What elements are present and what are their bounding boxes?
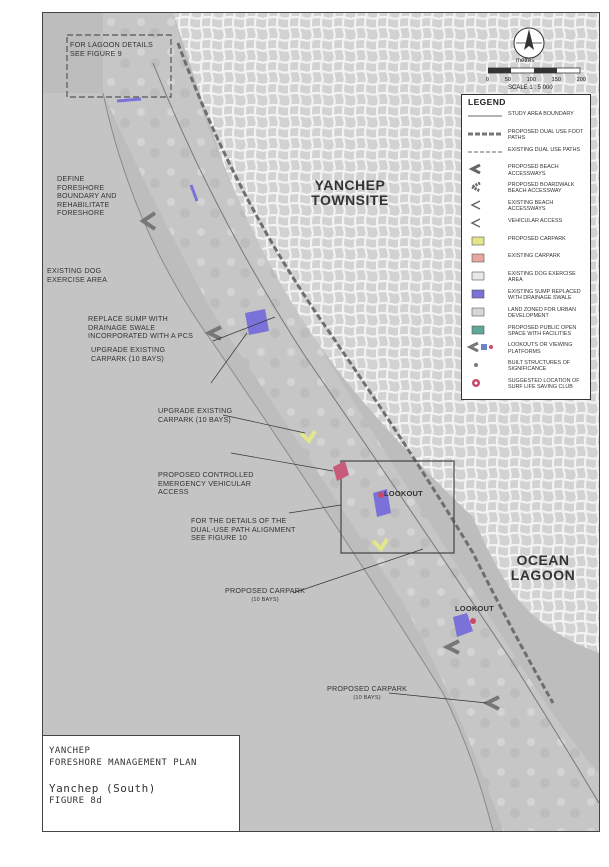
place-label-yanchep-line1: YANCHEP (314, 177, 386, 193)
legend-symbol-star-icon (466, 378, 506, 388)
annotation-line: EXERCISE AREA (47, 274, 108, 284)
scale-tick: 0 (486, 77, 490, 83)
annotation-line: REPLACE SUMP WITH (88, 314, 168, 323)
annotation-upgrade-carpark-2 (158, 407, 232, 424)
legend-symbol-arrow-hatch-icon (466, 182, 506, 192)
legend-item-label: EXISTING BEACH ACCESSWAYS (508, 200, 554, 213)
legend-item-label: LOOKOUTS OR VIEWING PLATFORMS (508, 342, 573, 355)
legend-title: LEGEND (468, 97, 506, 107)
legend-item-label: PROPOSED BEACH ACCESSWAYS (508, 164, 559, 177)
annotation-line: PROPOSED CONTROLLED (158, 470, 254, 479)
place-label-ocean-line1: OCEAN (516, 552, 570, 568)
scale-ratio: SCALE 1 : 5 000 (508, 85, 553, 91)
annotation-line: (10 BAYS) (353, 694, 381, 701)
annotation-line: UPGRADE EXISTING (158, 406, 233, 415)
scale-bar-graphic (488, 67, 584, 75)
annotation-line: PROPOSED CARPARK (225, 586, 306, 595)
annotation-line: ACCESS (158, 487, 189, 496)
legend-symbol-box-icon (466, 289, 506, 299)
legend-symbol-dot-icon (466, 360, 506, 370)
scale-bar (486, 58, 586, 98)
scale-unit: metres (516, 58, 535, 64)
annotation-line: DUAL-USE PATH ALIGNMENT (191, 524, 296, 534)
annotation-line: REHABILITATE (57, 199, 110, 209)
legend-item-label: LAND ZONED FOR URBAN DEVELOPMENT (508, 306, 576, 319)
title-line-1: YANCHEP (49, 746, 91, 756)
scale-tick: 150 (551, 77, 561, 83)
legend-item-label: EXISTING SUMP REPLACED WITH DRAINAGE SWALE (508, 289, 581, 302)
annotation-lagoon-details (70, 41, 153, 58)
title-block (42, 735, 240, 832)
legend-symbol-box-icon (466, 236, 506, 246)
legend-panel (461, 94, 591, 400)
place-label-ocean-line2: LAGOON (510, 567, 576, 583)
annotation-line: EMERGENCY VEHICULAR (158, 478, 252, 488)
annotation-upgrade-carpark-1 (91, 346, 165, 363)
legend-item-label: PROPOSED PUBLIC OPEN SPACE WITH FACILITIES (508, 324, 577, 337)
legend-item-label: EXISTING DOG EXERCISE AREA (508, 271, 576, 284)
legend-symbol-lookout-icon (466, 342, 506, 352)
legend-symbol-arrow-open-icon (466, 200, 506, 210)
annotation-line: PROPOSED CARPARK (327, 684, 408, 693)
legend-item-label: STUDY AREA BOUNDARY (508, 111, 574, 117)
legend-symbol-line-icon (466, 111, 506, 121)
legend-item-label: EXISTING CARPARK (508, 253, 561, 260)
legend-symbol-arrow-open-icon (466, 218, 506, 228)
annotation-line: FORESHORE (57, 208, 105, 217)
place-label-yanchep-line2: TOWNSITE (311, 192, 389, 208)
annotation-line: EXISTING DOG (47, 266, 102, 275)
legend-symbol-dash-thick-icon (466, 129, 506, 139)
legend-symbol-box-icon (466, 271, 506, 281)
legend-item-label: PROPOSED BOARDWALK BEACH ACCESSWAY (508, 182, 575, 195)
lookout-label-2: LOOKOUT (455, 604, 494, 613)
place-label-yanchep (295, 178, 405, 208)
annotation-line: INCORPORATED WITH A PCS (88, 331, 194, 340)
annotation-dual-use-path (191, 517, 296, 543)
annotation-proposed-carpark-1 (225, 587, 305, 604)
title-line-2: FORESHORE MANAGEMENT PLAN (49, 758, 197, 768)
annotation-line: UPGRADE EXISTING (91, 345, 166, 354)
annotation-line: DEFINE (57, 174, 85, 183)
annotation-line: FORESHORE (57, 182, 105, 192)
annotation-emergency-access (158, 471, 254, 497)
legend-symbol-box-icon (466, 325, 506, 335)
annotation-define-foreshore (57, 175, 117, 218)
annotation-line: CARPARK (10 BAYS) (158, 414, 232, 424)
scale-ticks (486, 77, 586, 83)
annotation-line: SEE FIGURE 10 (191, 533, 248, 542)
legend-item-label: PROPOSED DUAL USE FOOT PATHS (508, 128, 584, 141)
legend-item-label: PROPOSED CARPARK (508, 235, 566, 242)
legend-symbol-box-icon (466, 253, 506, 263)
place-label-ocean-lagoon (493, 553, 593, 583)
annotation-proposed-carpark-2 (327, 685, 407, 702)
scale-tick: 200 (576, 77, 586, 83)
title-line-4: FIGURE 8d (49, 796, 103, 806)
legend-item-label: VEHICULAR ACCESS (508, 217, 563, 224)
annotation-dog-area (47, 267, 107, 284)
legend-item-label: BUILT STRUCTURES OF SIGNIFICANCE (508, 360, 571, 373)
annotation-line: FOR LAGOON DETAILS (70, 40, 153, 49)
scale-tick: 50 (504, 77, 511, 83)
legend-item-label: EXISTING DUAL USE PATHS (508, 146, 581, 153)
annotation-line: BOUNDARY AND (57, 191, 117, 200)
north-arrow-icon (512, 26, 546, 60)
legend-item-label: SUGGESTED LOCATION OF SURF LIFE SAVING CLUB (508, 378, 580, 391)
annotation-line: FOR THE DETAILS OF THE (191, 516, 287, 525)
legend-symbol-arrow-icon (466, 164, 506, 174)
annotation-line: SEE FIGURE 9 (70, 48, 122, 58)
annotation-replace-sump (88, 315, 193, 341)
scale-tick: 100 (526, 77, 536, 83)
annotation-line: (10 BAYS) (251, 596, 279, 603)
legend-symbol-box-icon (466, 307, 506, 317)
annotation-line: DRAINAGE SWALE (88, 322, 156, 332)
title-line-3: Yanchep (South) (49, 782, 156, 795)
lookout-label-1: LOOKOUT (384, 489, 423, 498)
legend-symbol-dash-thin-icon (466, 147, 506, 157)
annotation-line: CARPARK (10 BAYS) (91, 353, 165, 363)
